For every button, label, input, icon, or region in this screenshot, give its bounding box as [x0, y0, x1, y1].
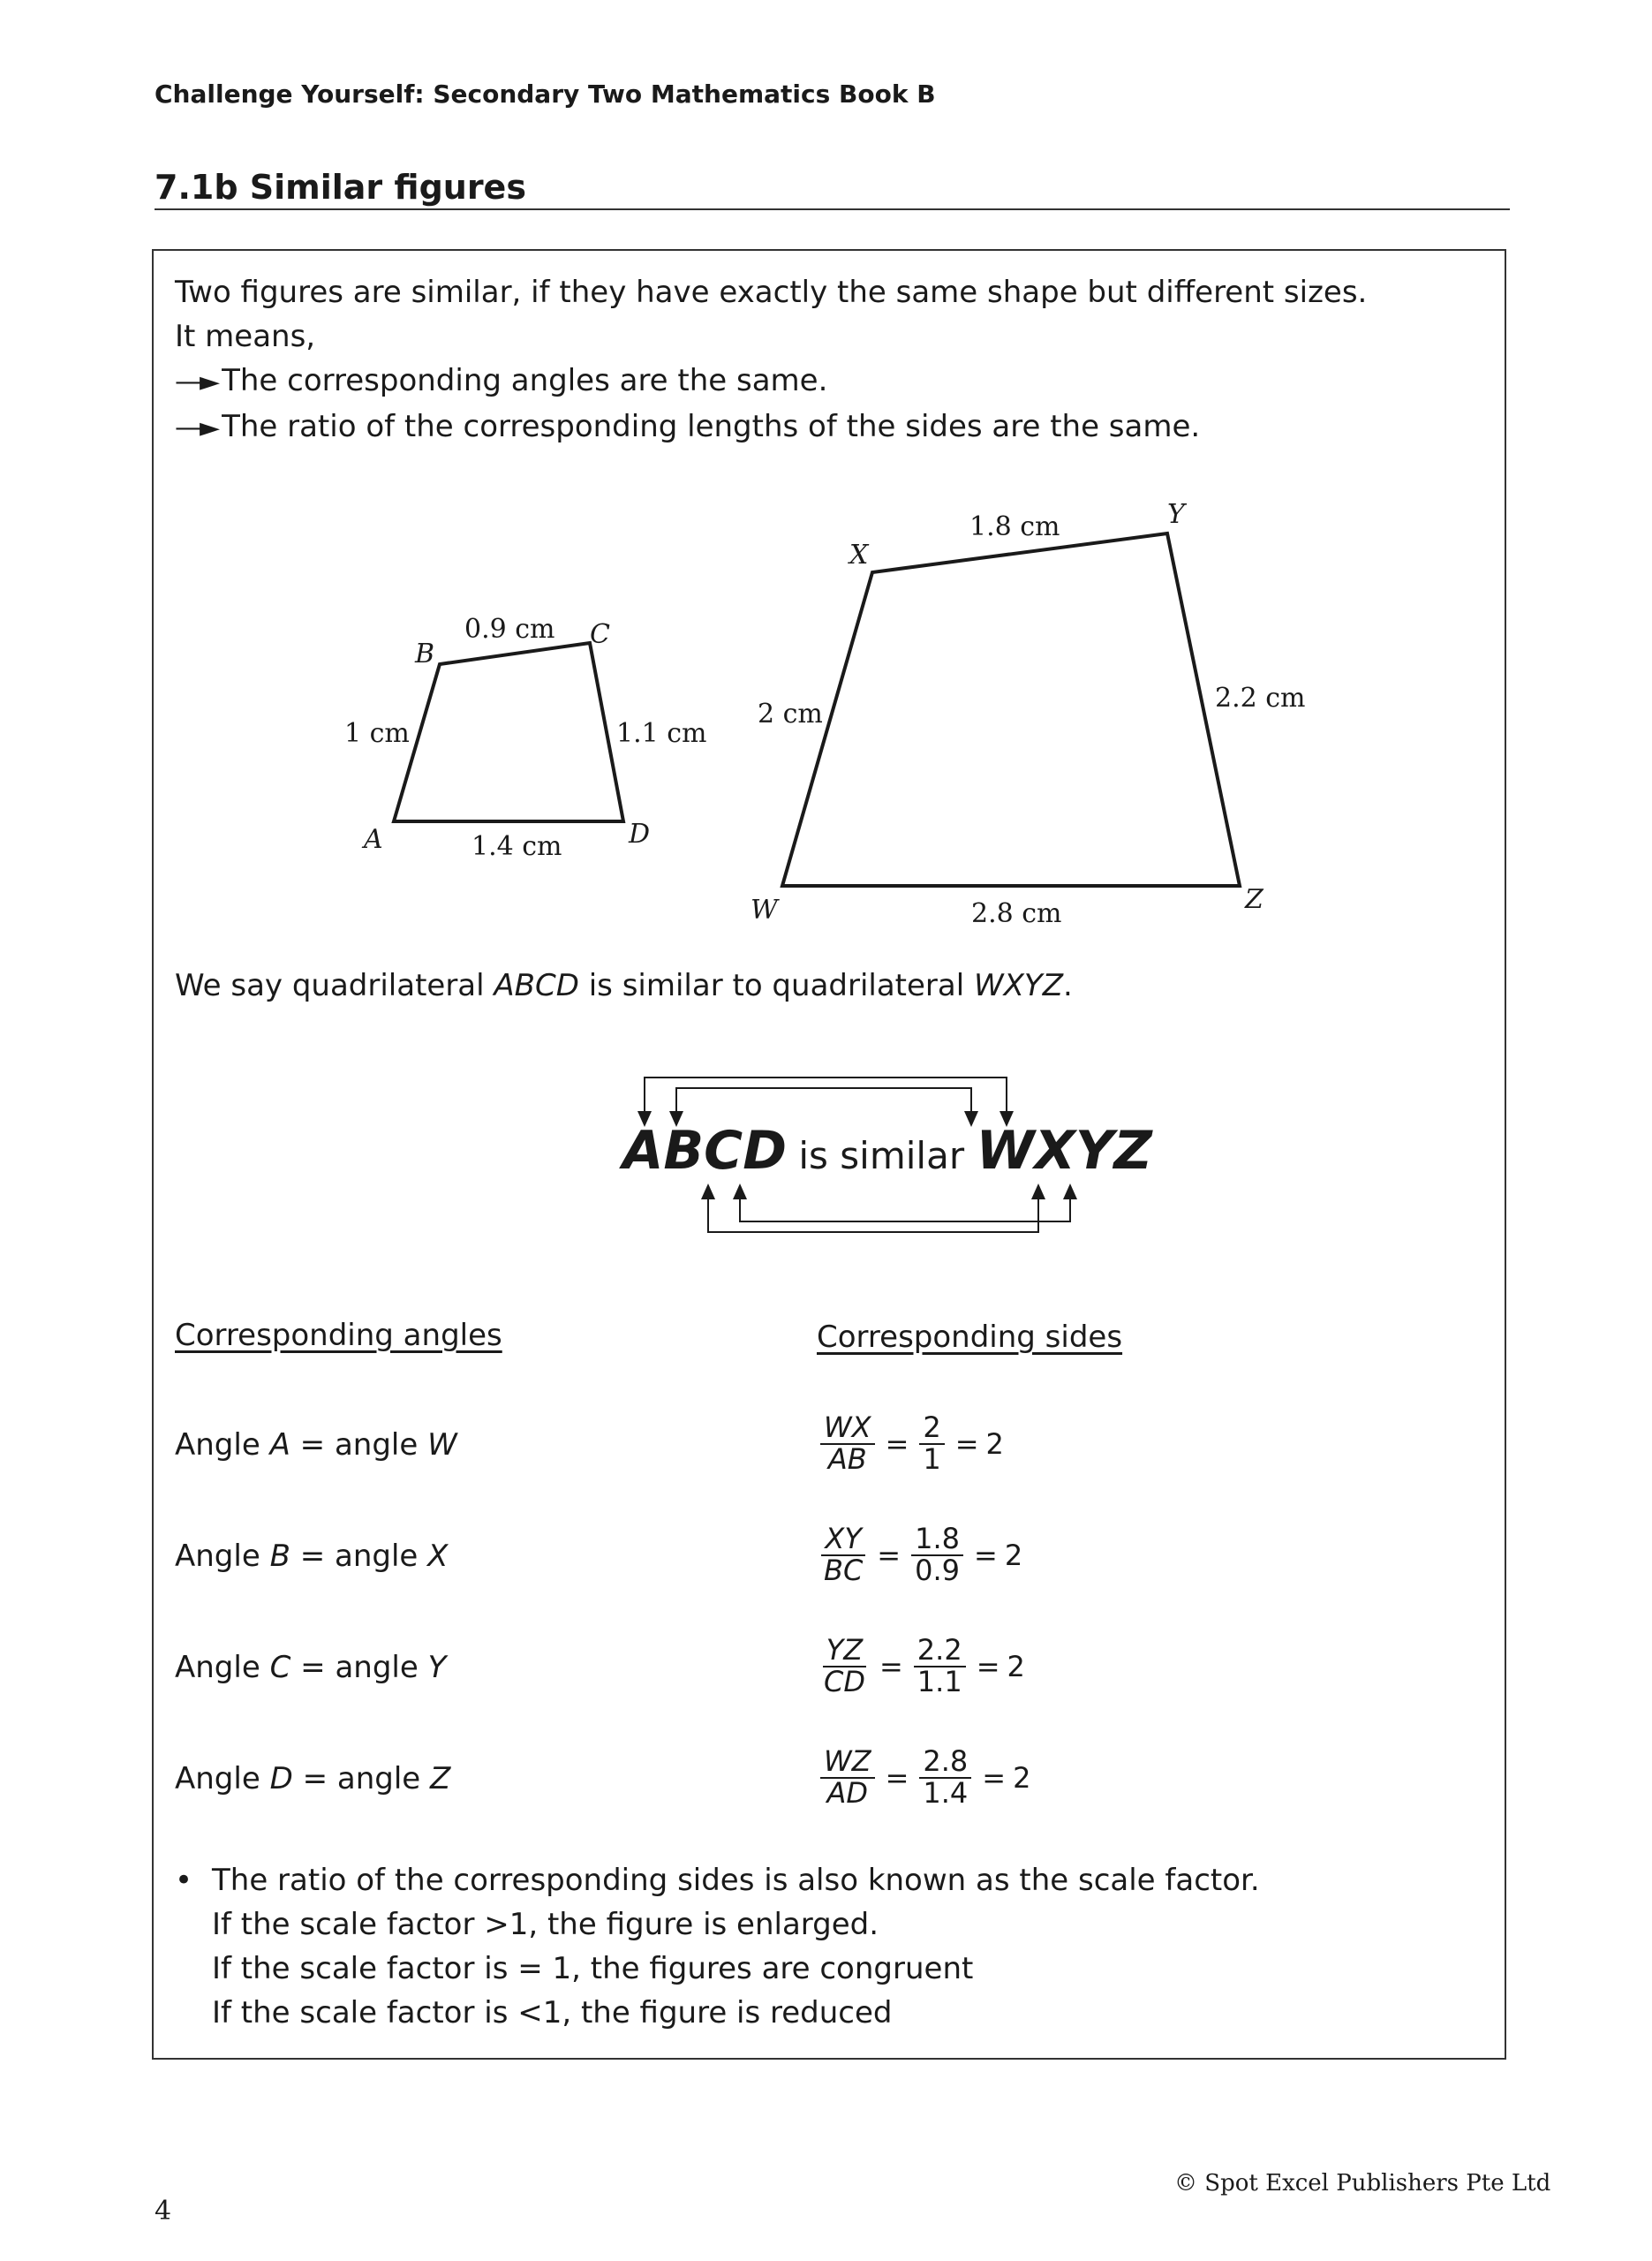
scale-factor-notes — [175, 1858, 1260, 2035]
quadrilateral-abcd — [394, 643, 623, 821]
side-ratio-row: $\frac{WZ}{AD}$ = $\frac{2.8}{1.4}$ = 2 — [817, 1747, 1030, 1808]
page-number: 4 — [155, 2196, 172, 2227]
side-bc-label: 0.9 cm — [464, 614, 555, 645]
similar-right: WXYZ — [976, 1120, 1152, 1182]
corresponding-angles-heading: Corresponding angles — [175, 1318, 502, 1353]
angle-row: Angle C = angle Y — [175, 1650, 447, 1685]
intro-point-1: —► The corresponding angles are the same. — [175, 363, 828, 398]
side-cd-label: 1.1 cm — [616, 718, 707, 749]
vertex-y-label: Y — [1167, 499, 1185, 530]
vertex-d-label: D — [629, 819, 651, 850]
vertex-b-label: B — [415, 639, 435, 669]
note-line-4: If the scale factor is <1, the figure is reduced — [212, 1995, 893, 2030]
note-line-2: If the scale factor >1, the figure is enlarged. — [212, 1907, 879, 1942]
intro-line-2: It means, — [175, 319, 316, 354]
quadrilateral-wxyz — [782, 533, 1240, 886]
copyright: © Spot Excel Publishers Pte Ltd — [1174, 2170, 1551, 2197]
vertex-c-label: C — [590, 619, 610, 650]
side-ad-label: 1.4 cm — [471, 831, 562, 862]
arrow-right-icon: —► — [175, 367, 219, 397]
side-wx-label: 2 cm — [758, 699, 823, 730]
side-ab-label: 1 cm — [344, 718, 410, 749]
vertex-z-label: Z — [1245, 884, 1264, 915]
note-line-1: • The ratio of the corresponding sides is also known as the scale factor. — [175, 1858, 1260, 1902]
side-wz-label: 2.8 cm — [971, 898, 1062, 929]
side-ratio-row: $\frac{YZ}{CD}$ = $\frac{2.2}{1.1}$ = 2 — [824, 1633, 1025, 1698]
vertex-x-label: X — [849, 540, 869, 571]
similarity-statement: We say quadrilateral ABCD is similar to quadrilateral WXYZ. — [175, 968, 1073, 1003]
similar-left: ABCD — [622, 1120, 788, 1182]
corresponding-sides-heading: Corresponding sides — [817, 1320, 1123, 1355]
section-title: 7.1b Similar figures — [155, 168, 526, 207]
side-yz-label: 2.2 cm — [1215, 683, 1306, 714]
intro-line-1: Two figures are similar, if they have exactly the same shape but different sizes. — [175, 275, 1368, 310]
similar-middle: is similar — [798, 1134, 965, 1177]
arrow-right-icon: —► — [175, 412, 219, 443]
side-ratio-row: $\frac{XY}{BC}$ = $\frac{1.8}{0.9}$ = 2 — [817, 1524, 1022, 1585]
angle-row: Angle A = angle W — [175, 1427, 457, 1463]
similarity-diagram — [622, 1120, 1152, 1182]
note-line-3: If the scale factor is = 1, the figures are congruent — [212, 1951, 974, 1986]
bullet-icon: • — [175, 1863, 193, 1898]
angle-row: Angle D = angle Z — [175, 1761, 451, 1796]
intro-point-2: —► The ratio of the corresponding lengths of the sides are the same. — [175, 409, 1201, 444]
vertex-a-label: A — [364, 824, 383, 855]
side-xy-label: 1.8 cm — [969, 511, 1060, 542]
angle-row: Angle B = angle X — [175, 1539, 449, 1574]
side-ratio-row: $\frac{WX}{AB}$ = $\frac{2}{1}$ = 2 — [817, 1413, 1004, 1474]
vertex-w-label: W — [751, 895, 778, 926]
book-header: Challenge Yourself: Secondary Two Mathematics Book B — [155, 79, 936, 109]
